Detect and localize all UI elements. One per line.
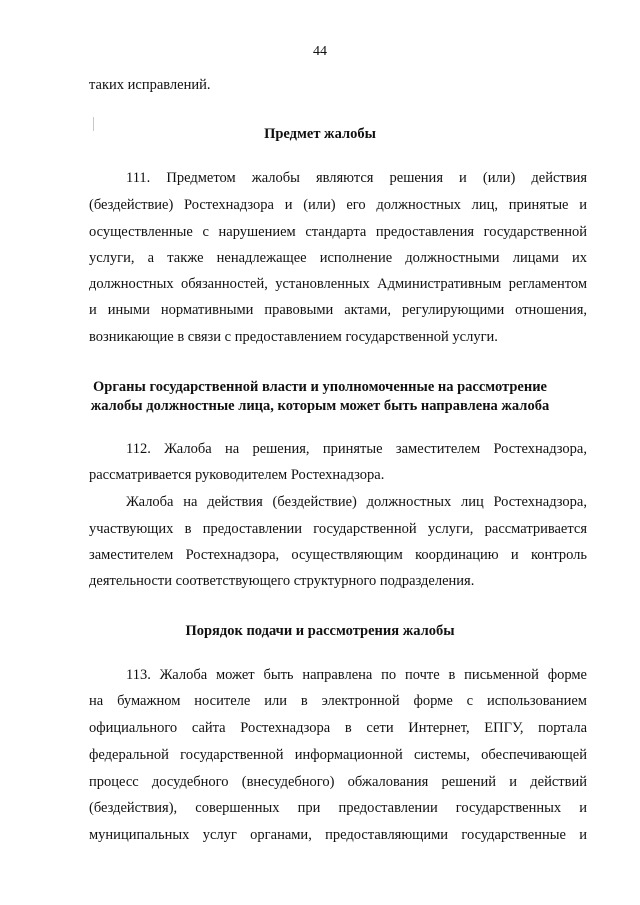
- paragraph-line: федеральной государственной информационной системы, обеспечивающей: [89, 747, 587, 763]
- section-heading-authorities: жалобы должностные лица, которым может быть направлена жалоба: [90, 398, 550, 414]
- paragraph-line: и иными нормативными правовыми актами, регулирующими отношения,: [89, 302, 587, 318]
- paragraph-line: участвующих в предоставлении государственной услуги, рассматривается: [89, 521, 587, 537]
- paragraph-line: возникающие в связи с предоставлением государственной услуги.: [89, 329, 498, 345]
- paragraph-line: (бездействие) Ростехнадзора и (или) его должностных лиц, принятые и: [89, 197, 587, 213]
- page-number: 44: [313, 44, 327, 59]
- paragraph-line: 113. Жалоба может быть направлена по почте в письменной форме: [126, 667, 587, 683]
- paragraph-line: рассматривается руководителем Ростехнадзора.: [89, 467, 385, 483]
- paragraph-line: Жалоба на действия (бездействие) должностных лиц Ростехнадзора,: [126, 494, 587, 510]
- paragraph-line: 111. Предметом жалобы являются решения и (или) действия: [126, 170, 587, 186]
- continuation-line: таких исправлений.: [89, 77, 211, 93]
- paragraph-line: муниципальных услуг органами, предоставляющими государственные и: [89, 827, 587, 843]
- paragraph-line: (бездействия), совершенных при предоставлении государственных и: [89, 800, 587, 816]
- paragraph-line: деятельности соответствующего структурного подразделения.: [89, 573, 475, 589]
- paragraph-line: официального сайта Ростехнадзора в сети Интернет, ЕПГУ, портала: [89, 720, 587, 736]
- paragraph-line: на бумажном носителе или в электронной форме с использованием: [89, 693, 587, 709]
- paragraph-line: услуги, а также ненадлежащее исполнение должностными лицами их: [89, 250, 587, 266]
- section-heading-procedure: Порядок подачи и рассмотрения жалобы: [185, 623, 455, 639]
- paragraph-line: заместителем Ростехнадзора, осуществляющим координацию и контроль: [89, 547, 587, 563]
- paragraph-line: процесс досудебного (внесудебного) обжалования решений и действий: [89, 774, 587, 790]
- section-heading-subject: Предмет жалобы: [264, 126, 376, 142]
- paragraph-line: должностных обязанностей, установленных Административным регламентом: [89, 276, 587, 292]
- paragraph-line: 112. Жалоба на решения, принятые заместителем Ростехнадзора,: [126, 441, 587, 457]
- paragraph-line: осуществленные с нарушением стандарта предоставления государственной: [89, 224, 587, 240]
- section-heading-authorities: Органы государственной власти и уполномоченные на рассмотрение: [93, 379, 547, 395]
